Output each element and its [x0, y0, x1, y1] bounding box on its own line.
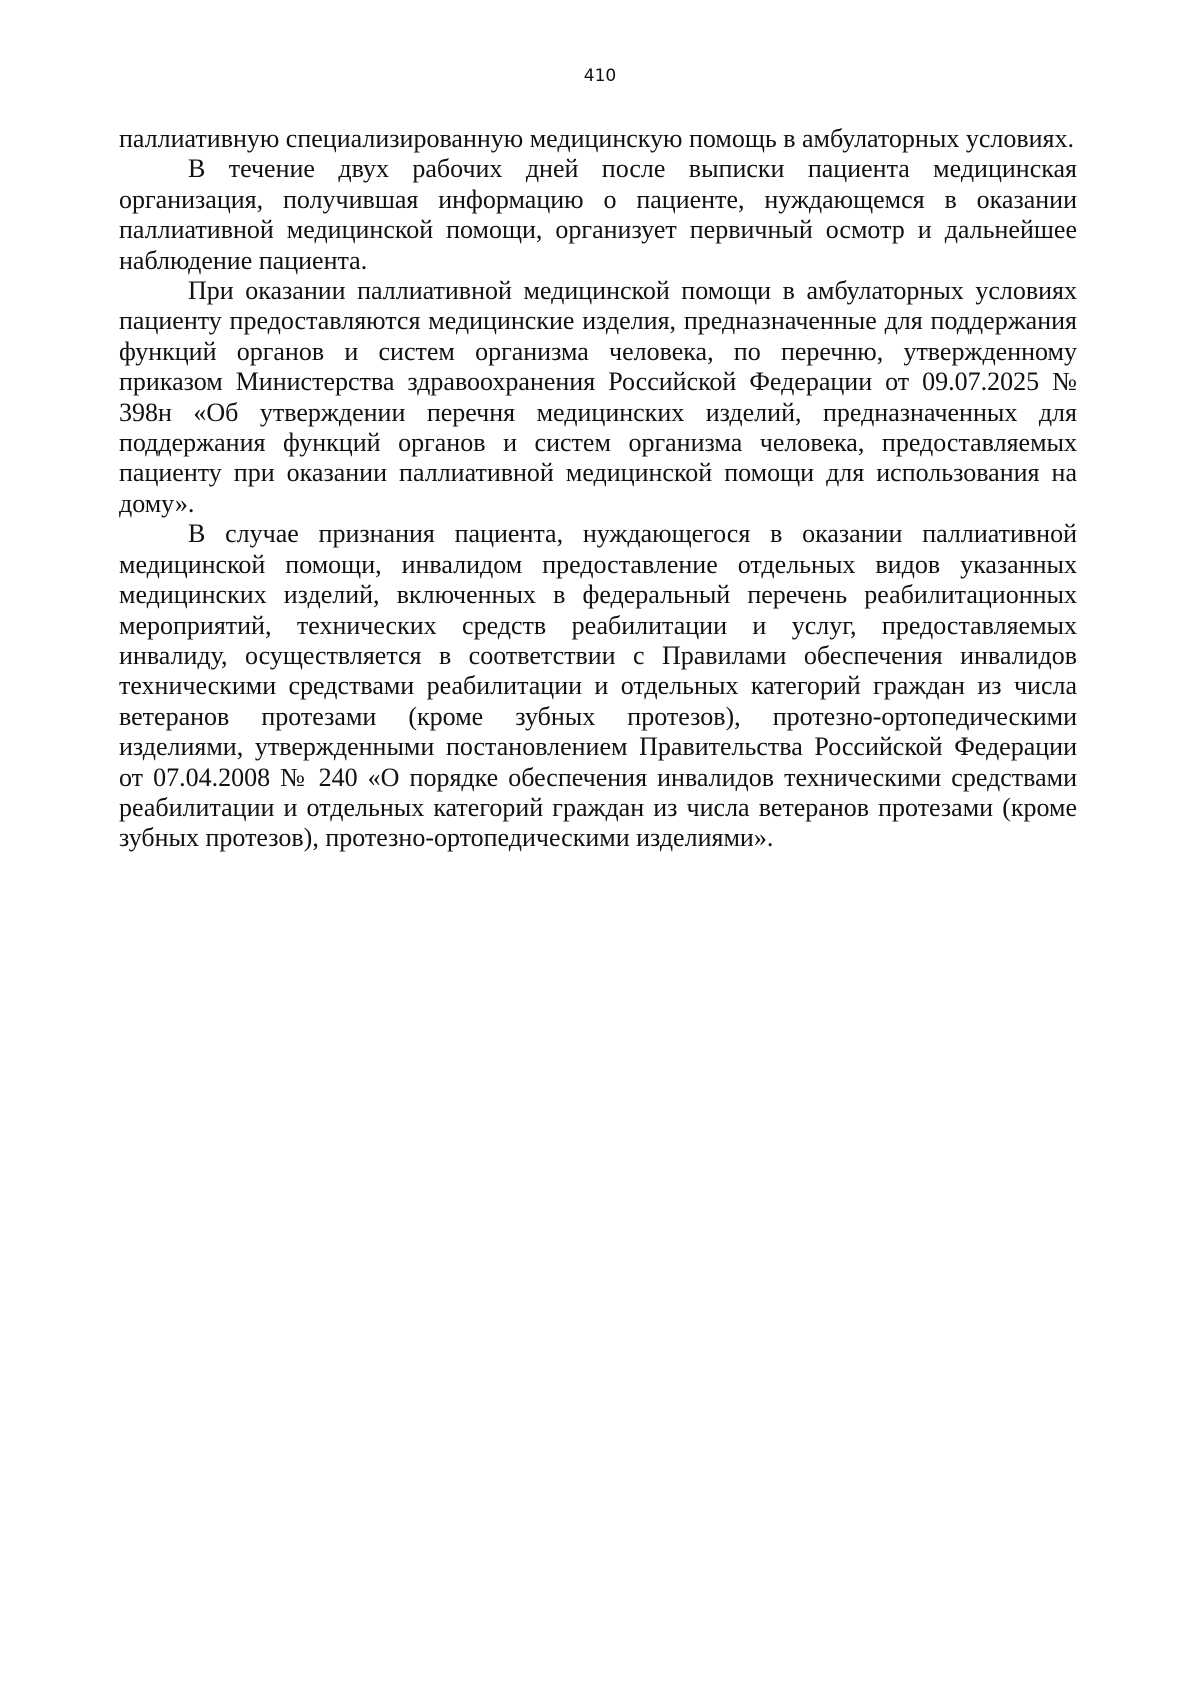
paragraph-disability-provision: В случае признания пациента, нуждающегося в оказании паллиативной медицинской помощи, инвалидом предоставление отдельных видов указанных медицинских изделий, включенных в федеральный перечень реабилитационных мероприятий, технических средств реабилитации и услуг, предоставляемых инвалиду, осуществляется в соответствии с Правилами обеспечения инвалидов техническими средствами реабилитации и отдельных категорий граждан из числа ветеранов протезами (кроме зубных протезов), протезно-ортопедическими изделиями, утвержденными постановлением Правительства Российской Федерации от 07.04.2008 № 240 «О порядке обеспечения инвалидов техническими средствами реабилитации и отдельных категорий граждан из числа ветеранов протезами (кроме зубных протезов), протезно-ортопедическими изделиями». [119, 519, 1077, 853]
document-body [119, 124, 1077, 854]
paragraph-medical-devices: При оказании паллиативной медицинской помощи в амбулаторных условиях пациенту предоставляются медицинские изделия, предназначенные для поддержания функций органов и систем организма человека, по перечню, утвержденному приказом Министерства здравоохранения Российской Федерации от 09.07.2025 № 398н «Об утверждении перечня медицинских изделий, предназначенных для поддержания функций органов и систем организма человека, предоставляемых пациенту при оказании паллиативной медицинской помощи для использования на дому». [119, 276, 1077, 518]
page-number: 410 [583, 66, 617, 86]
paragraph-continuation: паллиативную специализированную медицинскую помощь в амбулаторных условиях. [119, 124, 1074, 153]
paragraph-initial-examination: В течение двух рабочих дней после выписки пациента медицинская организация, получившая информацию о пациенте, нуждающемся в оказании паллиативной медицинской помощи, организует первичный осмотр и дальнейшее наблюдение пациента. [119, 154, 1077, 275]
